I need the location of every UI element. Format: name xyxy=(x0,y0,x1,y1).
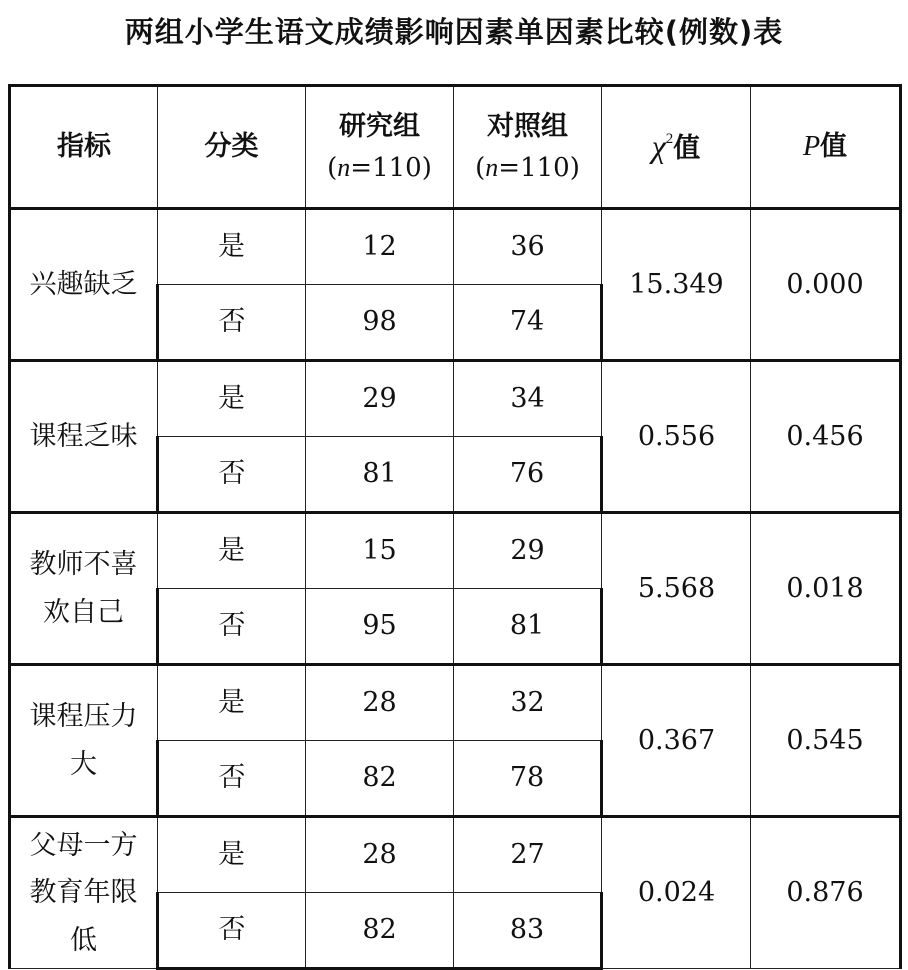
header-p-value: P值 xyxy=(751,86,901,209)
header-chi-square: $\chi^2$值 xyxy=(602,86,751,209)
control-group-n: (n=110) xyxy=(475,152,580,183)
category-no: 否 xyxy=(158,589,306,665)
indicator-cell: 兴趣缺乏 xyxy=(10,209,158,361)
control-no-count: 78 xyxy=(454,741,602,817)
chi-square-value: 0.556 xyxy=(602,361,751,513)
chi-square-value: 15.349 xyxy=(602,209,751,361)
control-yes-count: 29 xyxy=(454,513,602,589)
study-group-label: 研究组 xyxy=(339,110,420,142)
control-group-label: 对照组 xyxy=(487,110,568,142)
indicator-cell: 课程压力大 xyxy=(10,665,158,817)
table-row xyxy=(10,817,901,893)
study-group-n: (n=110) xyxy=(327,152,432,183)
control-yes-count: 34 xyxy=(454,361,602,437)
table-row xyxy=(10,361,901,437)
chi-square-value: 0.024 xyxy=(602,817,751,969)
control-yes-count: 36 xyxy=(454,209,602,285)
header-control-group xyxy=(454,86,602,209)
indicator-cell: 课程乏味 xyxy=(10,361,158,513)
study-no-count: 81 xyxy=(306,437,454,513)
study-yes-count: 28 xyxy=(306,817,454,893)
table-title: 两组小学生语文成绩影响因素单因素比较(例数)表 xyxy=(124,15,784,49)
table-row xyxy=(10,513,901,589)
control-no-count: 83 xyxy=(454,893,602,969)
study-no-count: 82 xyxy=(306,741,454,817)
category-yes: 是 xyxy=(158,513,306,589)
control-yes-count: 32 xyxy=(454,665,602,741)
study-yes-count: 12 xyxy=(306,209,454,285)
comparison-table xyxy=(8,84,902,970)
header-study-group xyxy=(306,86,454,209)
category-yes: 是 xyxy=(158,209,306,285)
category-no: 否 xyxy=(158,285,306,361)
category-yes: 是 xyxy=(158,361,306,437)
header-row xyxy=(10,86,901,209)
table-row xyxy=(10,209,901,285)
category-no: 否 xyxy=(158,893,306,969)
indicator-cell: 父母一方教育年限低 xyxy=(10,817,158,969)
p-value: 0.456 xyxy=(751,361,901,513)
category-no: 否 xyxy=(158,741,306,817)
chi-square-value: 5.568 xyxy=(602,513,751,665)
control-no-count: 74 xyxy=(454,285,602,361)
p-value: 0.545 xyxy=(751,665,901,817)
p-value: 0.018 xyxy=(751,513,901,665)
study-yes-count: 29 xyxy=(306,361,454,437)
study-yes-count: 28 xyxy=(306,665,454,741)
chi-square-value: 0.367 xyxy=(602,665,751,817)
indicator-cell: 教师不喜欢自己 xyxy=(10,513,158,665)
control-yes-count: 27 xyxy=(454,817,602,893)
p-value: 0.876 xyxy=(751,817,901,969)
control-no-count: 76 xyxy=(454,437,602,513)
category-yes: 是 xyxy=(158,817,306,893)
study-no-count: 98 xyxy=(306,285,454,361)
category-no: 否 xyxy=(158,437,306,513)
study-no-count: 95 xyxy=(306,589,454,665)
header-indicator: 指标 xyxy=(10,86,158,209)
table-row xyxy=(10,665,901,741)
study-no-count: 82 xyxy=(306,893,454,969)
header-category: 分类 xyxy=(158,86,306,209)
study-yes-count: 15 xyxy=(306,513,454,589)
category-yes: 是 xyxy=(158,665,306,741)
control-no-count: 81 xyxy=(454,589,602,665)
p-value: 0.000 xyxy=(751,209,901,361)
